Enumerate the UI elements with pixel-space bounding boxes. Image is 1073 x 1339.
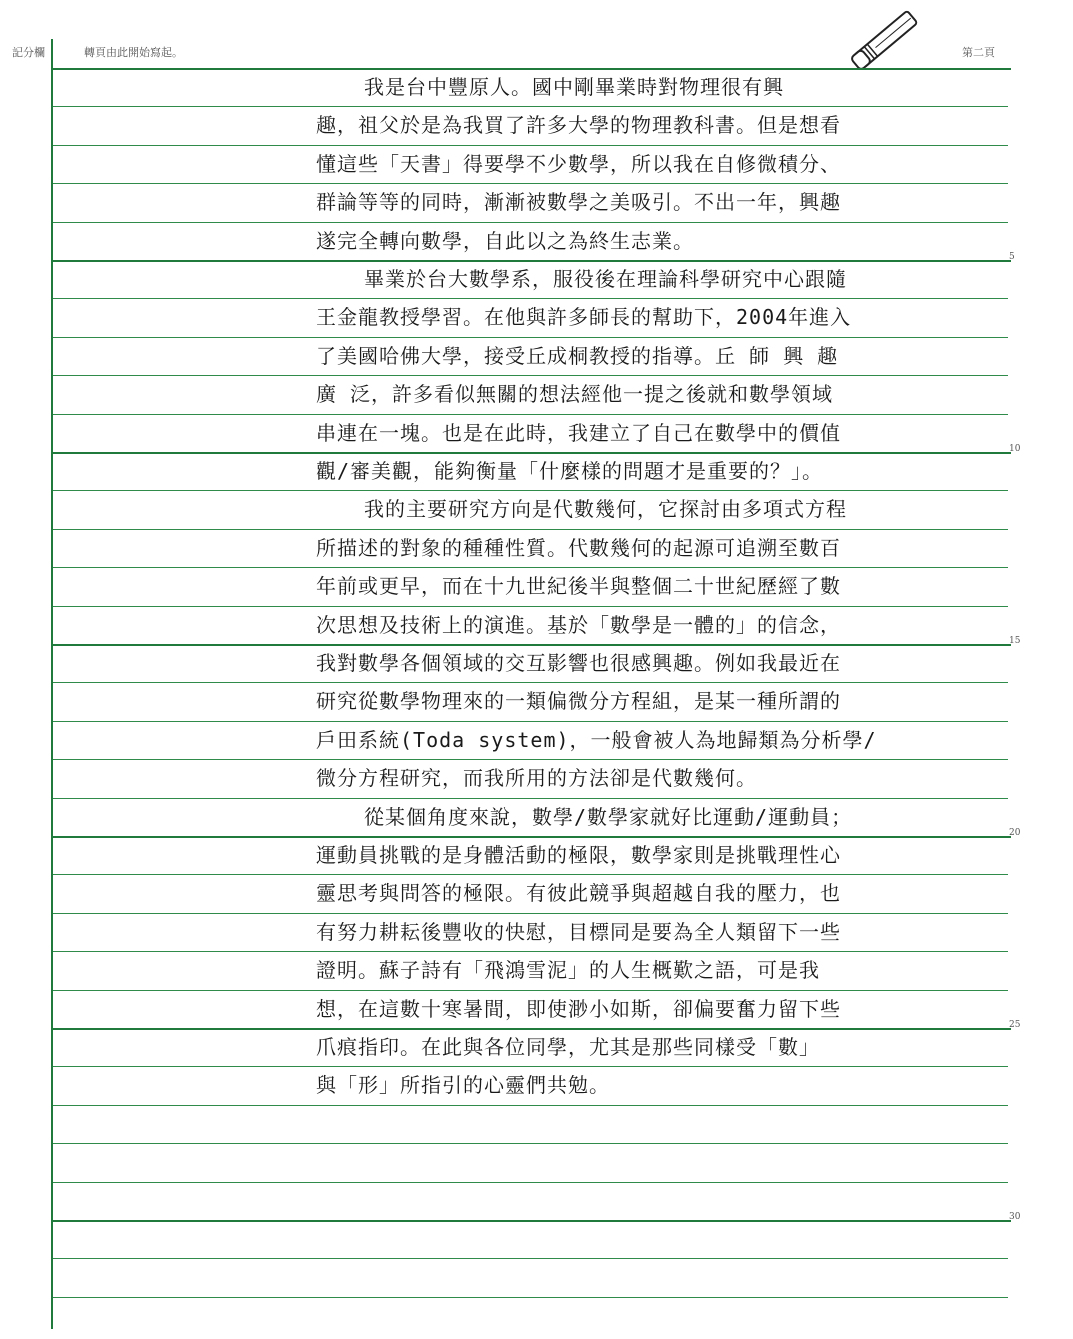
- margin-line-number: 15: [1009, 636, 1021, 646]
- margin-line-number: 30: [1009, 1212, 1021, 1222]
- ruled-line: [53, 759, 1008, 760]
- ruled-line: [53, 1297, 1008, 1298]
- ruled-line: [53, 798, 1008, 799]
- essay-line: 運動員挑戰的是身體活動的極限，數學家則是挑戰理性心: [316, 843, 841, 867]
- ruled-line: [53, 1182, 1008, 1183]
- turn-page-note: 轉頁由此開始寫起。: [84, 46, 183, 59]
- essay-line: 靈思考與問答的極限。有彼此競爭與超越自我的壓力，也: [316, 881, 841, 905]
- ruled-line: [53, 1143, 1008, 1144]
- page-number: 第二頁: [962, 46, 995, 59]
- essay-line: 遂完全轉向數學，自此以之為終生志業。: [316, 229, 694, 253]
- essay-line: 證明。蘇子詩有「飛鴻雪泥」的人生概歎之語，可是我: [316, 958, 820, 982]
- ruled-line: [53, 721, 1008, 722]
- ruled-line: [53, 1105, 1008, 1106]
- ruled-line: [53, 567, 1008, 568]
- essay-line: 與「形」所指引的心靈們共勉。: [316, 1073, 610, 1097]
- ruled-line: [53, 106, 1008, 107]
- ruled-line: [53, 1258, 1008, 1259]
- essay-line: 我的主要研究方向是代數幾何，它探討由多項式方程: [364, 497, 847, 521]
- pencil-icon: [842, 0, 932, 75]
- ruled-line: [53, 337, 1008, 338]
- essay-line: 從某個角度來說，數學/數學家就好比運動/運動員；: [364, 805, 853, 829]
- margin-line-number: 25: [1009, 1020, 1021, 1030]
- ruled-line: [53, 222, 1008, 223]
- ruled-line: [53, 1066, 1008, 1067]
- essay-line: 所描述的對象的種種性質。代數幾何的起源可追溯至數百: [316, 536, 841, 560]
- essay-line: 王金龍教授學習。在他與許多師長的幫助下，2004年進入: [316, 305, 852, 329]
- essay-line: 次思想及技術上的演進。基於「數學是一體的」的信念，: [316, 613, 841, 637]
- ruled-line: [53, 913, 1008, 914]
- margin-line-number: 20: [1009, 828, 1021, 838]
- essay-line: 趣，祖父於是為我買了許多大學的物理教科書。但是想看: [316, 113, 841, 137]
- essay-line: 串連在一塊。也是在此時，我建立了自己在數學中的價值: [316, 421, 841, 445]
- essay-line: 了美國哈佛大學，接受丘成桐教授的指導。丘 師 興 趣: [316, 344, 839, 368]
- essay-line: 群論等等的同時，漸漸被數學之美吸引。不出一年，興趣: [316, 190, 841, 214]
- essay-line: 年前或更早，而在十九世紀後半與整個二十世紀歷經了數: [316, 574, 841, 598]
- essay-line: 廣 泛，許多看似無關的想法經他一提之後就和數學領域: [316, 382, 834, 406]
- essay-line: 微分方程研究，而我所用的方法卻是代數幾何。: [316, 766, 757, 790]
- ruled-line: [53, 145, 1008, 146]
- ruled-line: [53, 490, 1008, 491]
- ruled-line: [53, 298, 1008, 299]
- essay-line: 懂這些「天書」得要學不少數學，所以我在自修微積分、: [316, 152, 841, 176]
- margin-line-number: 10: [1009, 444, 1021, 454]
- score-column-label: 記分欄: [12, 46, 45, 59]
- essay-line: 研究從數學物理來的一類偏微分方程組，是某一種所謂的: [316, 689, 841, 713]
- ruled-line: [53, 606, 1008, 607]
- essay-line: 觀/審美觀，能夠衡量「什麼樣的問題才是重要的？」。: [316, 459, 824, 483]
- essay-line: 我對數學各個領域的交互影響也很感興趣。例如我最近在: [316, 651, 841, 675]
- essay-line: 我是台中豐原人。國中剛畢業時對物理很有興: [364, 75, 784, 99]
- essay-line: 想，在這數十寒暑間，即使渺小如斯，卻偏要奮力留下些: [316, 997, 841, 1021]
- essay-line: 爪痕指印。在此與各位同學，尤其是那些同樣受「數」: [316, 1035, 820, 1059]
- ruled-line: [53, 529, 1008, 530]
- ruled-line: [53, 874, 1008, 875]
- ruled-line: [53, 951, 1008, 952]
- essay-line: 戶田系統(Toda system)，一般會被人為地歸類為分析學/: [316, 728, 877, 752]
- ruled-line: [53, 375, 1008, 376]
- left-margin-rule: [51, 39, 53, 1329]
- margin-line-number: 5: [1009, 252, 1015, 262]
- ruled-line: [53, 682, 1008, 683]
- ruled-line: [53, 414, 1008, 415]
- essay-line: 有努力耕耘後豐收的快慰，目標同是要為全人類留下一些: [316, 920, 841, 944]
- ruled-line: [53, 990, 1008, 991]
- ruled-line: [53, 183, 1008, 184]
- essay-line: 畢業於台大數學系，服役後在理論科學研究中心跟隨: [364, 267, 847, 291]
- ruled-line: [53, 1220, 1011, 1222]
